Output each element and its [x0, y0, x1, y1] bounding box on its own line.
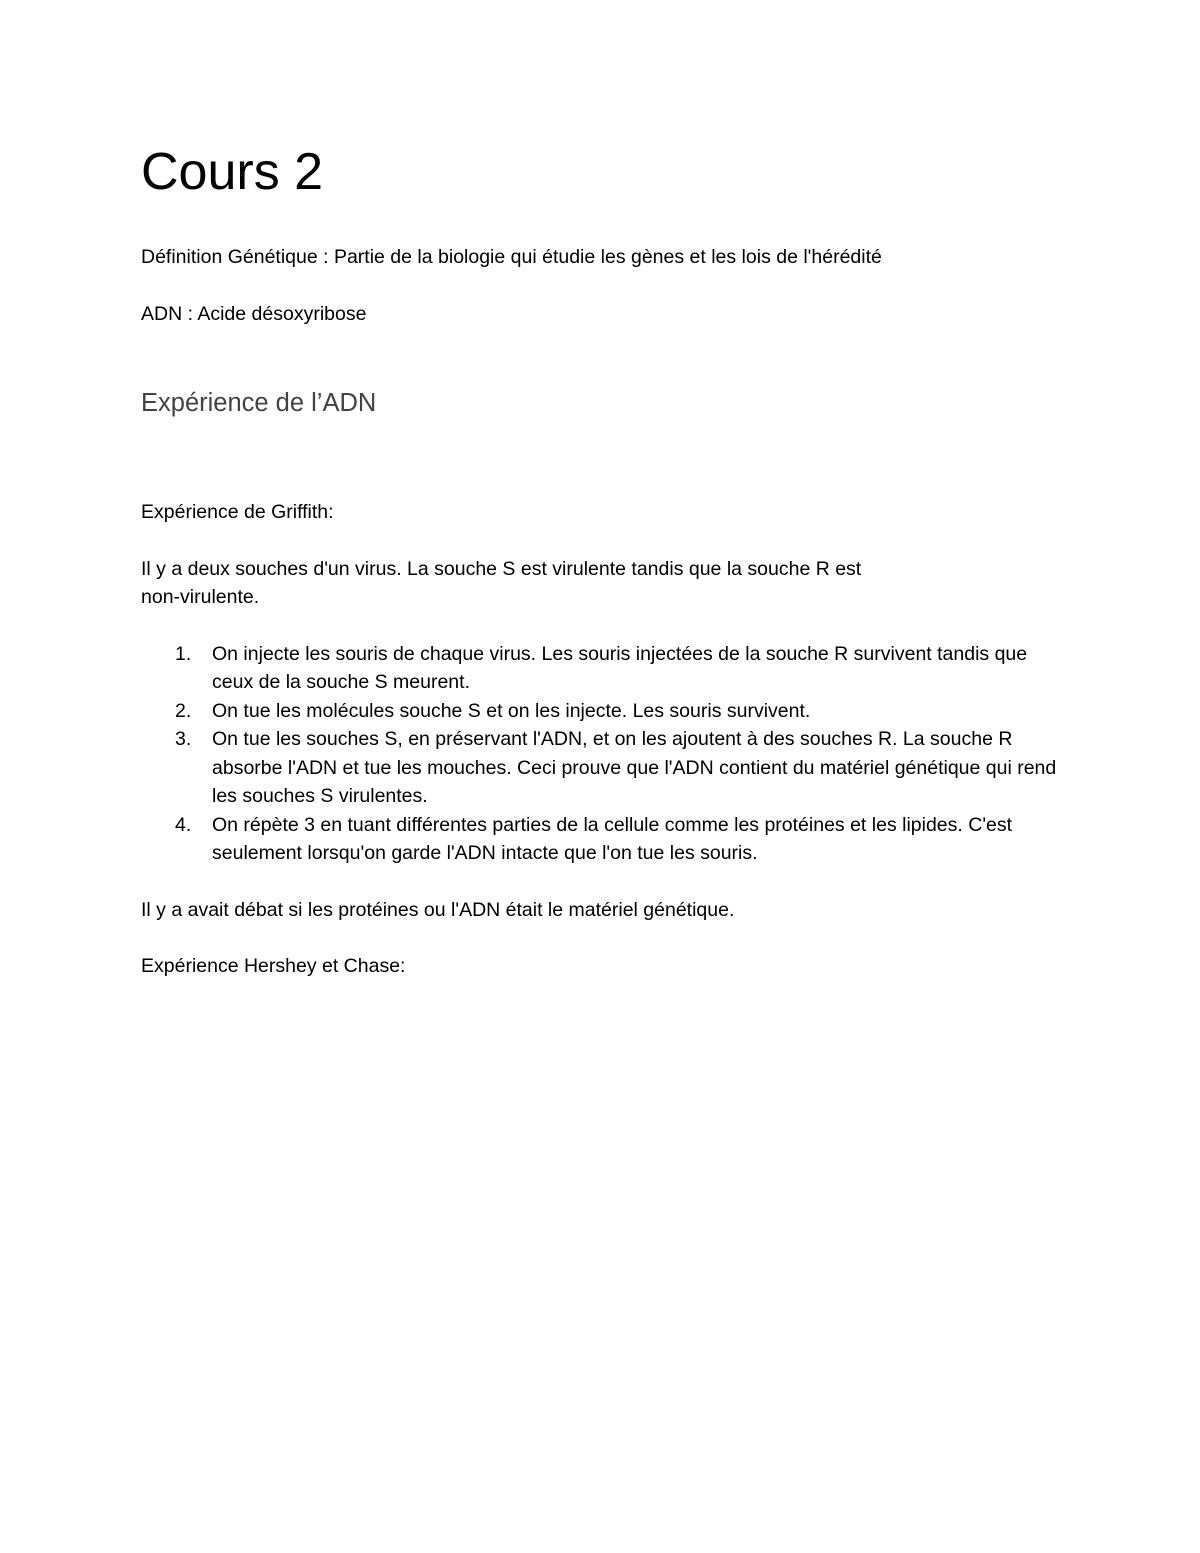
definition-genetique: Définition Génétique : Partie de la biologie qui étudie les gènes et les lois de l'hérédité	[141, 246, 882, 268]
document-body	[141, 140, 1071, 981]
list-item-number: 4.	[175, 813, 192, 836]
souches-line-2: non-virulente.	[141, 586, 260, 608]
list-item-number: 3.	[175, 728, 192, 750]
debat-paragraph: Il y a avait débat si les protéines ou l'ADN était le matériel génétique.	[141, 898, 735, 921]
list-item-text: On tue les molécules souche S et on les injecte. Les souris survivent.	[212, 699, 811, 722]
griffith-steps-list	[141, 640, 1071, 868]
list-item-number: 2.	[175, 699, 192, 722]
souches-paragraph	[141, 555, 1071, 612]
list-item	[141, 811, 1071, 868]
list-item-text: On tue les souches S, en préservant l'ADN, et on les ajoutent à des souches R. La souche R absorbe l'ADN et tue les mouches. Ceci prouve que l'ADN contient du matériel génétique qui rend les souches S virulentes.	[212, 728, 1057, 807]
hershey-chase-label: Expérience Hershey et Chase:	[141, 955, 406, 977]
list-item-number: 1.	[175, 642, 192, 665]
list-item-text: On injecte les souris de chaque virus. Les souris injectées de la souche R survivent tandis que ceux de la souche S meurent.	[212, 642, 1028, 693]
list-item-text: On répète 3 en tuant différentes parties de la cellule comme les protéines et les lipides. C'est seulement lorsqu'on garde l'ADN intacte que l'on tue les souris.	[212, 813, 1013, 864]
adn-definition: ADN : Acide désoxyribose	[141, 302, 367, 325]
list-item	[141, 640, 1071, 697]
section-heading: Expérience de l’ADN	[141, 389, 377, 417]
page-title: Cours 2	[141, 143, 324, 201]
souches-line-1: Il y a deux souches d'un virus. La souche S est virulente tandis que la souche R est	[141, 557, 862, 580]
griffith-label: Expérience de Griffith:	[141, 501, 334, 523]
list-item	[141, 697, 1071, 726]
list-item	[141, 725, 1071, 811]
